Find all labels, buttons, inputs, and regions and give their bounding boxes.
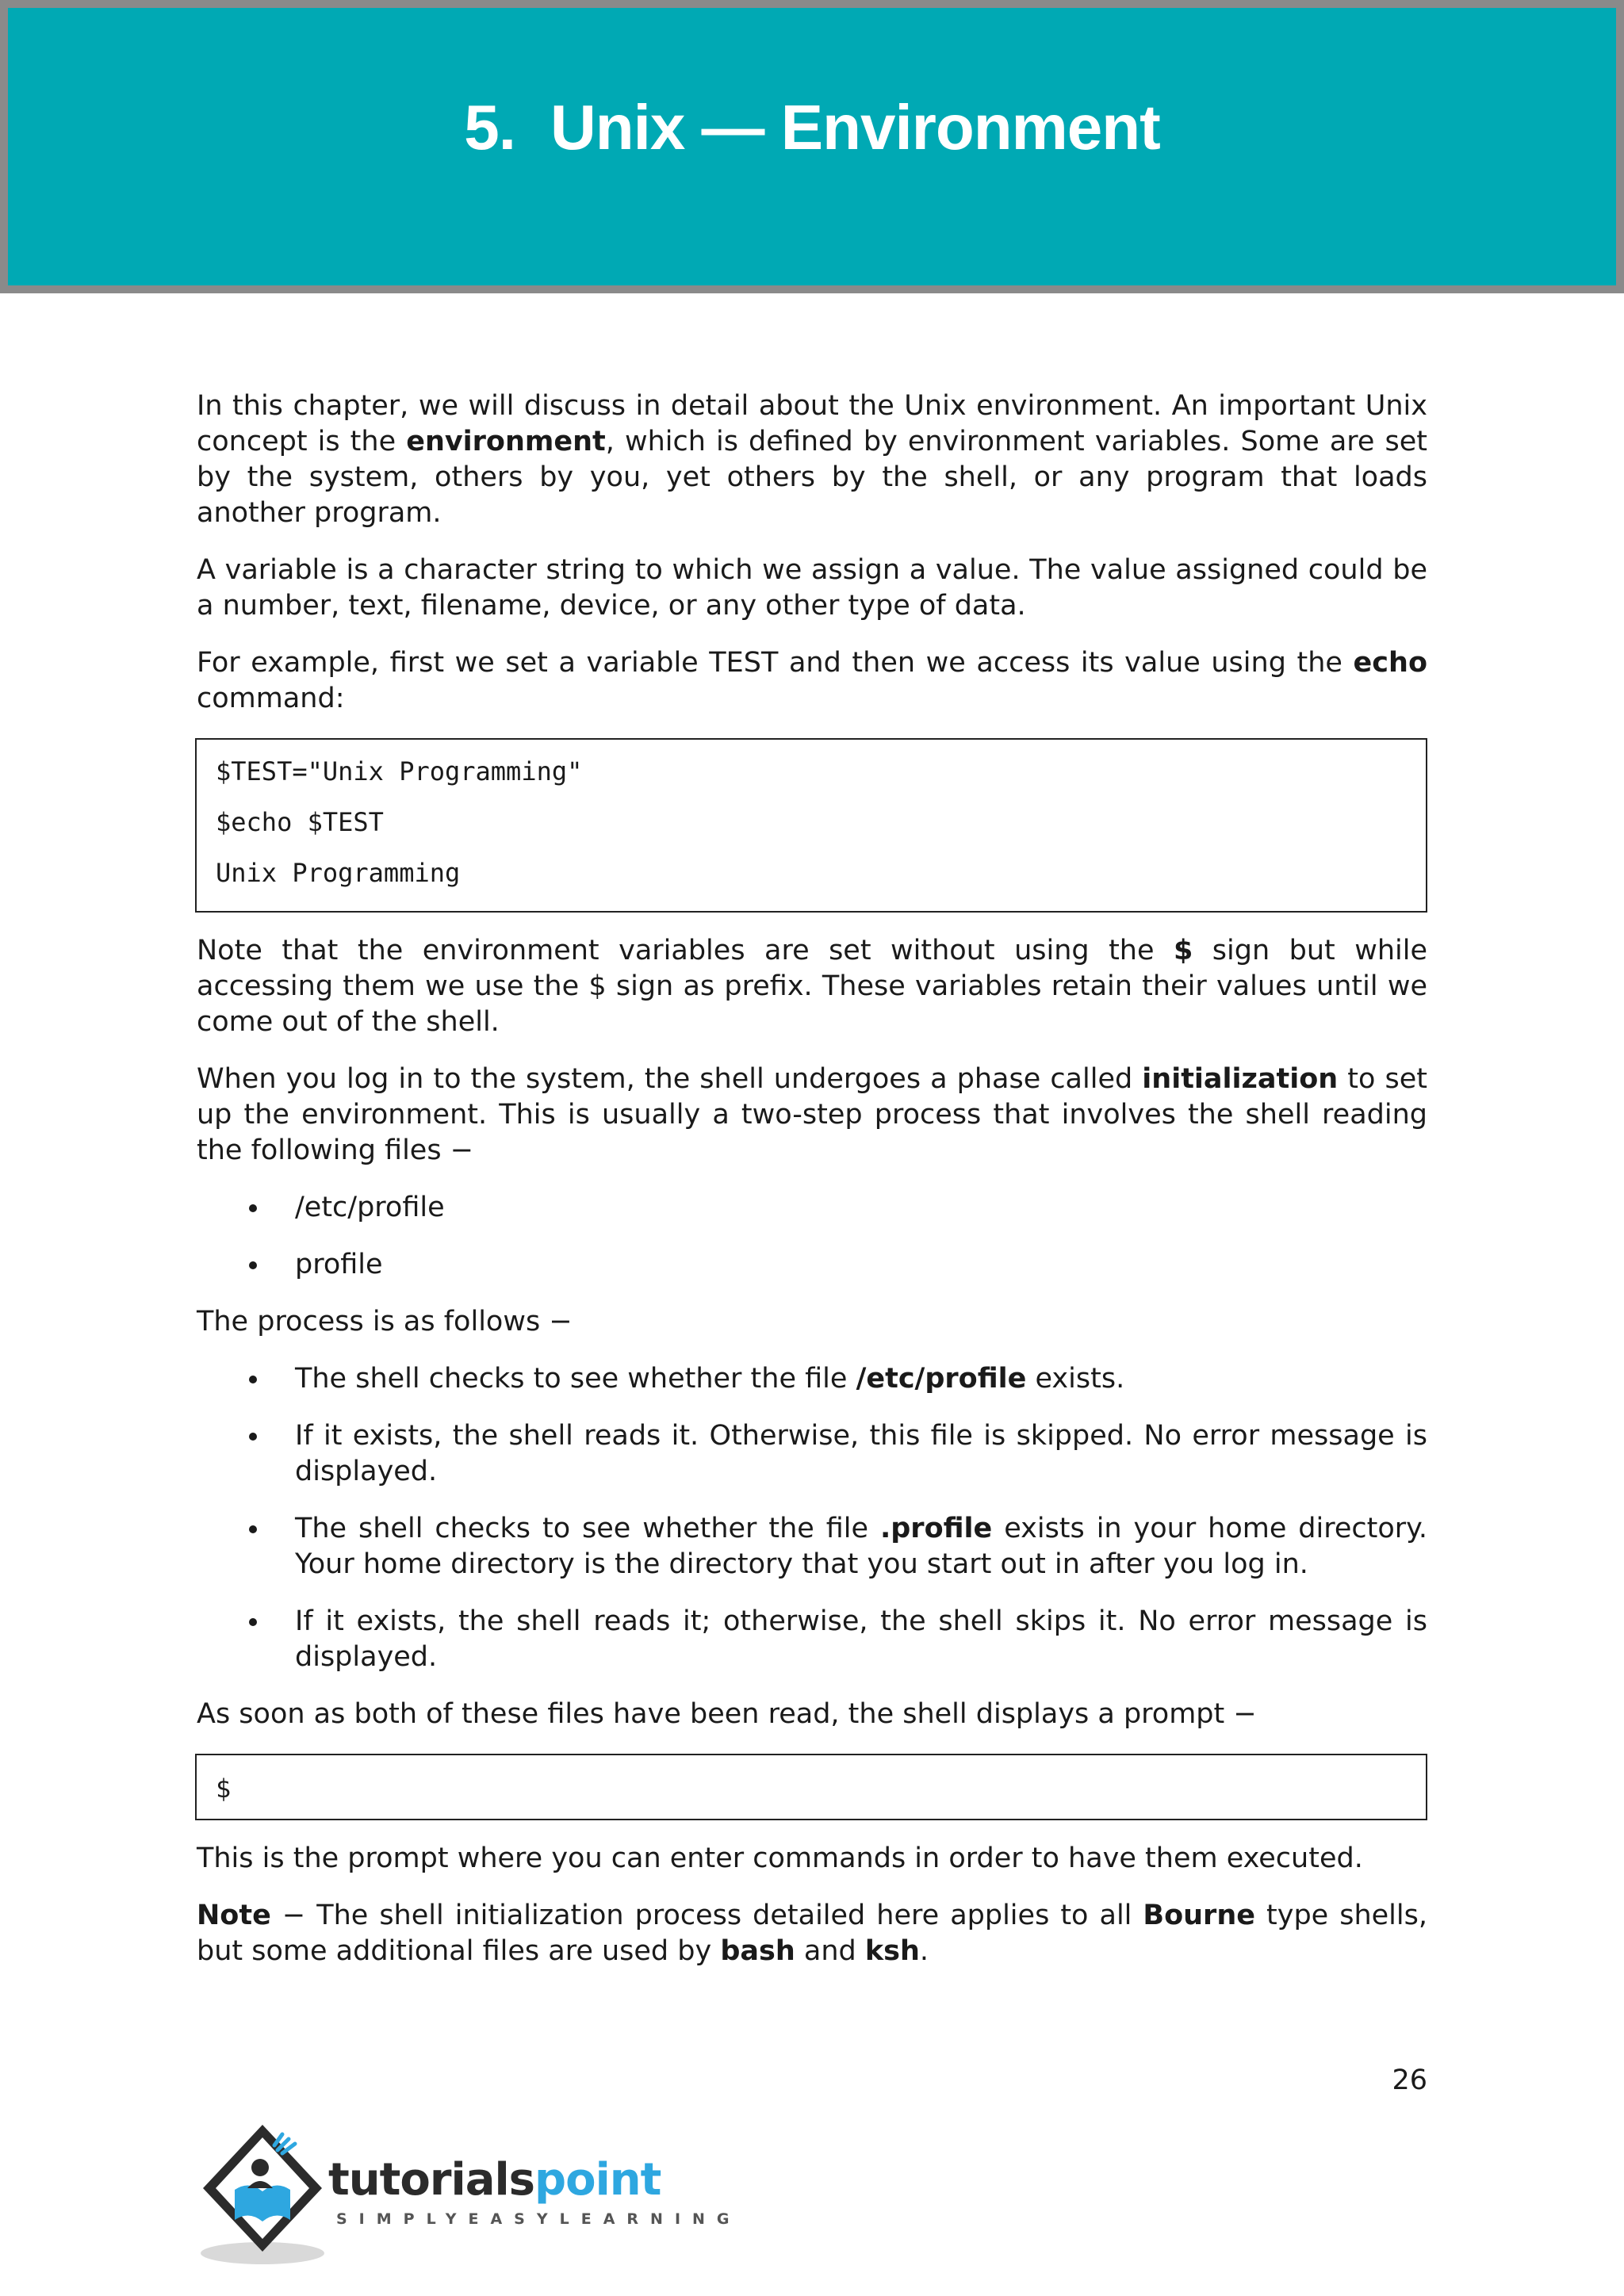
example-paragraph: For example, first we set a variable TEST and then we access its value using the echo command: xyxy=(197,647,1427,714)
code-line: Unix Programming xyxy=(216,858,461,888)
process-steps-list xyxy=(197,1361,1427,1675)
prompt-description: This is the prompt where you can enter commands in order to have them executed. xyxy=(197,1843,1363,1874)
list-item: profile xyxy=(197,1247,1427,1283)
code-block-prompt xyxy=(195,1754,1427,1820)
code-line: $echo $TEST xyxy=(216,807,384,837)
code-line: $ xyxy=(216,1774,232,1804)
chapter-content xyxy=(197,388,1427,1991)
tutorialspoint-logo xyxy=(195,2118,741,2269)
list-item: The shell checks to see whether the file .profile exists in your home directory. Your home directory is the directory that you start out in after you log in. xyxy=(197,1511,1427,1582)
process-intro: The process is as follows − xyxy=(197,1306,573,1337)
page-number: 26 xyxy=(1392,2064,1427,2096)
chapter-title: 5. Unix — Environment xyxy=(464,92,1160,163)
list-item: If it exists, the shell reads it; otherwise, the shell skips it. No error message is displayed. xyxy=(197,1604,1427,1675)
list-item: If it exists, the shell reads it. Otherwise, this file is skipped. No error message is displayed. xyxy=(197,1418,1427,1490)
list-item: The shell checks to see whether the file /etc/profile exists. xyxy=(197,1361,1427,1397)
login-paragraph: When you log in to the system, the shell undergoes a phase called initialization to set up the environment. This is usually a two-step process that involves the shell reading the following files − xyxy=(197,1063,1427,1166)
logo-emblem-icon xyxy=(195,2118,334,2269)
list-item: /etc/profile xyxy=(197,1190,1427,1226)
files-list xyxy=(197,1190,1427,1283)
final-note: Note − The shell initialization process detailed here applies to all Bourne type shells, but some additional files are used by bash and ksh. xyxy=(197,1900,1427,1967)
logo-wordmark: tutorialspoint xyxy=(328,2154,661,2206)
logo-tagline: SIMPLYEASYLEARNING xyxy=(336,2210,741,2228)
variable-definition-paragraph: A variable is a character string to which we assign a value. The value assigned could be a number, text, filename, device, or any other type of data. xyxy=(197,554,1427,622)
dollar-sign-note: Note that the environment variables are set without using the $ sign but while accessing them we use the $ sign as prefix. These variables retain their values until we come out of the shell. xyxy=(197,935,1428,1038)
intro-paragraph: In this chapter, we will discuss in detail about the Unix environment. An important Unix concept is the environment, which is defined by environment variables. Some are set by the system, others by you, yet others by the shell, or any program that loads another program. xyxy=(197,390,1427,529)
chapter-banner xyxy=(0,0,1624,293)
code-block-test-variable xyxy=(195,738,1427,913)
prompt-intro: As soon as both of these files have been read, the shell displays a prompt − xyxy=(197,1698,1257,1730)
code-line: $TEST="Unix Programming" xyxy=(216,756,583,786)
